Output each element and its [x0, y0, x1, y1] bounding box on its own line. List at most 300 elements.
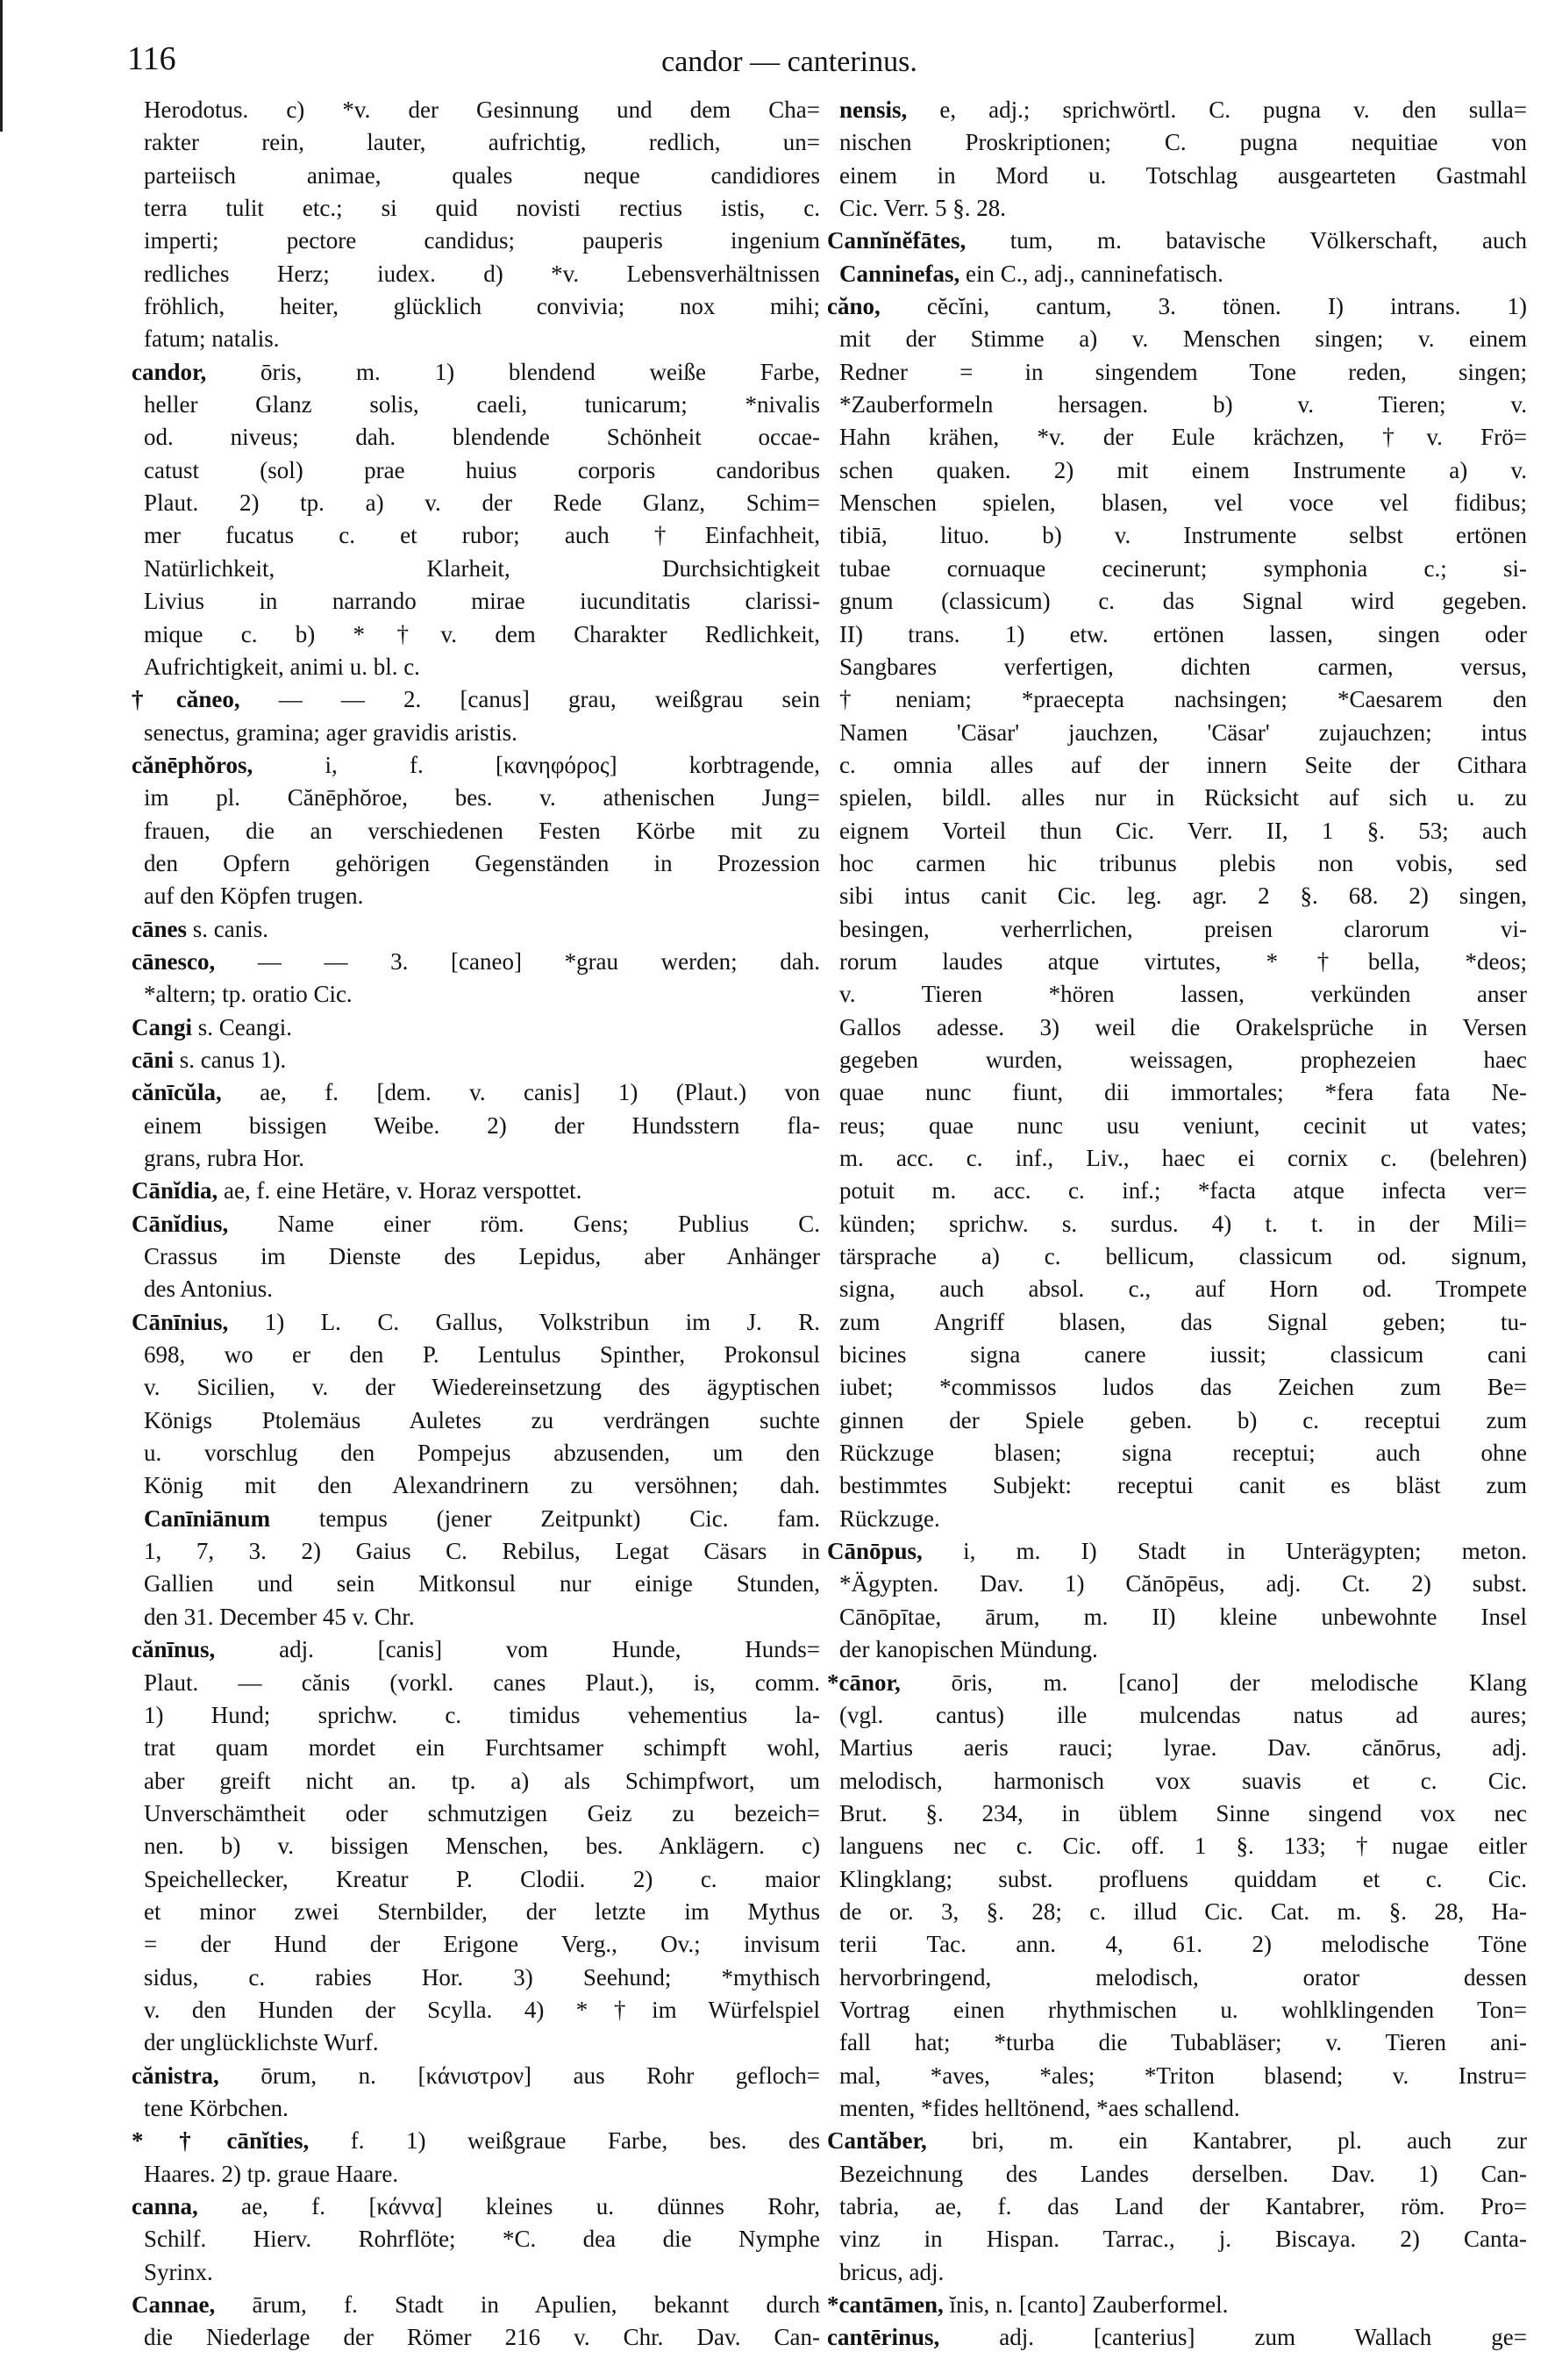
entry-text: f. 1) weißgraue Farbe, bes. des: [309, 2127, 820, 2155]
dictionary-text-line: [827, 1469, 1527, 1502]
dictionary-text-line: [132, 1503, 820, 1535]
dictionary-text-line: [827, 389, 1527, 421]
entry-text: terii Tac. ann. 4, 61. 2) melodische Töne: [839, 1931, 1527, 1958]
entry-text: Syrinx.: [144, 2258, 213, 2285]
entry-text: menten, *fides helltönend, *aes schallend.: [839, 2094, 1240, 2121]
dictionary-text-line: [132, 1110, 820, 1142]
dictionary-text-line: [827, 1994, 1527, 2026]
entry-text: *Ägypten. Dav. 1) Cănōpēus, adj. Ct. 2) subst.: [839, 1570, 1527, 1597]
dictionary-text-line: [827, 913, 1527, 946]
entry-text: ae, f. eine Hetäre, v. Horaz verspottet.: [218, 1177, 582, 1204]
entry-text: — — 3. [caneo] *grau werden; dah.: [215, 947, 820, 975]
dictionary-text-line: [132, 1928, 820, 1961]
headword: cantērinus,: [827, 2324, 940, 2351]
dictionary-entry-start-line: [827, 2125, 1527, 2157]
entry-text: senectus, gramina; ager gravidis aristis.: [144, 718, 517, 746]
entry-text: Martius aeris rauci; lyrae. Dav. cănōrus, adj.: [839, 1734, 1527, 1762]
headword: cāni: [132, 1046, 175, 1073]
dictionary-text-line: [132, 1994, 820, 2026]
headword: cănistra,: [132, 2062, 219, 2089]
entry-text: tabria, ae, f. das Land der Kantabrer, röm. Pro=: [839, 2193, 1527, 2219]
entry-text: s. Ceangi.: [192, 1013, 293, 1040]
headword: Cānĭdius,: [132, 1210, 229, 1237]
headword: Cangi: [132, 1013, 193, 1040]
dictionary-entry-start-line: [132, 683, 820, 716]
entry-text: et minor zwei Sternbilder, der letzte im Mythus: [144, 1898, 820, 1925]
entry-text: ein C., adj., canninefatisch.: [959, 260, 1223, 287]
entry-text: s. canus 1).: [174, 1046, 287, 1073]
dictionary-text-line: [132, 323, 820, 355]
dictionary-text-line: [827, 192, 1527, 225]
dictionary-text-line: [827, 1240, 1527, 1273]
dictionary-text-line: [827, 1371, 1527, 1404]
entry-text: Brut. §. 234, in üblem Sinne singend vox nec: [839, 1799, 1527, 1826]
entry-text: II) trans. 1) etw. ertönen lassen, singen oder: [839, 620, 1527, 647]
dictionary-entry-start-line: [827, 290, 1527, 323]
headword: Cānōpus,: [827, 1538, 923, 1565]
entry-text: den Opfern gehörigen Gegenständen in Prozession: [144, 849, 820, 876]
entry-text: den 31. December 45 v. Chr.: [144, 1603, 415, 1630]
entry-text: tempus (jener Zeitpunkt) Cic. fam.: [270, 1504, 820, 1532]
headword: †căneo,: [132, 686, 240, 713]
dictionary-text-line: [132, 519, 820, 552]
dictionary-entry-start-line: [827, 2289, 1527, 2321]
dictionary-text-line: [827, 1962, 1527, 1994]
entry-text: bicines signa canere iussit; classicum cani: [839, 1341, 1527, 1369]
dictionary-text-line: [132, 2026, 820, 2059]
dictionary-text-line: [132, 1371, 820, 1404]
headword: Cannae,: [132, 2291, 216, 2319]
dictionary-text-line: [827, 1142, 1527, 1175]
entry-text: Gallien und sein Mitkonsul nur einige Stunden,: [144, 1570, 820, 1597]
entry-text: Unverschämtheit oder schmutzigen Geiz zu bezeich=: [144, 1799, 820, 1826]
dictionary-text-line: [827, 1896, 1527, 1928]
entry-text: v. den Hunden der Scylla. 4) *†im Würfelspiel: [144, 1996, 820, 2023]
dictionary-text-line: [827, 258, 1527, 290]
entry-text: = der Hund der Erigone Verg., Ov.; invisum: [144, 1931, 820, 1958]
dictionary-entry-start-line: [827, 2321, 1527, 2354]
entry-text: de or. 3, §. 28; c. illud Cic. Cat. m. §. 28, Ha-: [839, 1898, 1527, 1925]
entry-text: potuit m. acc. c. inf.; *facta atque infecta ver=: [839, 1177, 1527, 1204]
dictionary-text-line: [827, 1503, 1527, 1535]
dictionary-entry-start-line: [132, 1208, 820, 1240]
dictionary-text-line: [827, 356, 1527, 389]
entry-text: schen quaken. 2) mit einem Instrumente a) v.: [839, 456, 1527, 483]
entry-text: hervorbringend, melodisch, orator dessen: [839, 1963, 1527, 1990]
entry-text: ōris, m. 1) blendend weiße Farbe,: [206, 358, 820, 385]
entry-text: König mit den Alexandrinern zu versöhnen; dah.: [144, 1472, 820, 1499]
entry-text: nischen Proskriptionen; C. pugna nequitiae von: [839, 129, 1527, 156]
entry-text: Cānōpītae, ārum, m. II) kleine unbewohnte Insel: [839, 1603, 1527, 1630]
dictionary-text-line: [132, 2092, 820, 2125]
dictionary-entry-start-line: [827, 225, 1527, 257]
entry-text: ĭnis, n. [canto] Zauberformel.: [943, 2291, 1229, 2319]
entry-text: terra tulit etc.; si quid novisti rectius istis, c.: [144, 195, 820, 222]
dictionary-text-line: [132, 454, 820, 487]
dictionary-text-line: [827, 94, 1527, 126]
entry-text: mique c. b) *†v. dem Charakter Redlichkeit,: [144, 620, 820, 647]
entry-text: sibi intus canit Cic. leg. agr. 2 §. 68. 2) singen,: [839, 883, 1527, 910]
dictionary-text-line: [132, 1830, 820, 1862]
entry-text: heller Glanz solis, caeli, tunicarum; *nivalis: [144, 391, 820, 418]
dictionary-text-line: [827, 815, 1527, 847]
dictionary-text-line: [827, 2256, 1527, 2289]
entry-text: grans, rubra Hor.: [144, 1145, 304, 1171]
dictionary-text-line: [827, 553, 1527, 585]
dictionary-entry-start-line: [827, 1535, 1527, 1568]
dictionary-entry-start-line: [132, 749, 820, 782]
entry-text: nen. b) v. bissigen Menschen, bes. Anklägern. c): [144, 1833, 820, 1860]
headword: Canninefas,: [839, 260, 960, 287]
dictionary-text-line: [827, 978, 1527, 1011]
entry-text: c. omnia alles auf der innern Seite der Cithara: [839, 751, 1527, 778]
entry-text: mal, *aves, *ales; *Triton blasend; v. Instru=: [839, 2062, 1527, 2089]
entry-text: Gallos adesse. 3) weil die Orakelsprüche in Versen: [839, 1013, 1527, 1040]
entry-text: besingen, verherrlichen, preisen clarorum vi-: [839, 915, 1527, 942]
dictionary-text-line: [132, 160, 820, 192]
entry-text: eignem Vorteil thun Cic. Verr. II, 1 §. 53; auch: [839, 817, 1527, 844]
entry-text: Speichellecker, Kreatur P. Clodii. 2) c. maior: [144, 1865, 820, 1892]
dictionary-text-line: [827, 454, 1527, 487]
entry-text: ōris, m. [cano] der melodische Klang: [900, 1669, 1527, 1696]
entry-text: (vgl. cantus) ille mulcendas natus ad aures;: [839, 1701, 1527, 1728]
entry-text: gnum (classicum) c. das Signal wird gegeben.: [839, 588, 1527, 615]
dictionary-text-line: [827, 2191, 1527, 2223]
entry-text: signa, auch absol. c., auf Horn od. Trompete: [839, 1276, 1527, 1303]
dictionary-text-line: [132, 782, 820, 814]
entry-text: — — 2. [canus] grau, weißgrau sein: [239, 686, 820, 713]
entry-text: 1) Hund; sprichw. c. timidus vehementius la-: [144, 1701, 820, 1728]
entry-text: tibiā, lituo. b) v. Instrumente selbst ertönen: [839, 522, 1527, 549]
dictionary-text-line: [827, 618, 1527, 651]
entry-text: adj. [canterius] zum Wallach ge=: [939, 2324, 1527, 2351]
entry-text: des Antonius.: [144, 1276, 274, 1303]
dictionary-text-line: [827, 1339, 1527, 1371]
dictionary-text-line: [827, 1699, 1527, 1732]
dictionary-text-line: [132, 126, 820, 159]
entry-text: melodisch, harmonisch vox suavis et c. Cic.: [839, 1767, 1527, 1794]
dictionary-text-line: [827, 323, 1527, 355]
dictionary-text-line: [827, 847, 1527, 880]
dictionary-text-line: [827, 683, 1527, 716]
dictionary-text-line: [132, 651, 820, 683]
headword: *cantāmen,: [827, 2291, 944, 2319]
entry-text: redliches Herz; iudex. d) *v. Lebensverhältnissen: [144, 260, 820, 287]
entry-text: Aufrichtigkeit, animi u. bl. c.: [144, 653, 420, 680]
entry-text: Haares. 2) tp. graue Haare.: [144, 2160, 399, 2187]
entry-text: einem in Mord u. Totschlag ausgearteten Gastmahl: [839, 161, 1527, 189]
dictionary-entry-start-line: [132, 2125, 820, 2157]
dictionary-text-line: [132, 1437, 820, 1469]
right-column: [827, 94, 1527, 2355]
entry-text: trat quam mordet ein Furchtsamer schimpft wohl,: [144, 1734, 820, 1762]
dictionary-text-line: [827, 1404, 1527, 1437]
entry-text: *altern; tp. oratio Cic.: [144, 981, 353, 1008]
entry-text: Menschen spielen, blasen, vel voce vel fidibus;: [839, 490, 1527, 517]
entry-text: frauen, die an verschiedenen Festen Körbe mit zu: [144, 817, 820, 844]
dictionary-text-line: [827, 749, 1527, 782]
entry-text: i, f. [κανηφόρος] korbtragende,: [253, 751, 820, 778]
dictionary-text-line: [827, 421, 1527, 454]
entry-text: languens nec c. Cic. off. 1 §. 133; †nugae eitler: [839, 1833, 1527, 1860]
entry-text: vinz in Hispan. Tarrac., j. Biscaya. 2) Canta-: [839, 2226, 1527, 2253]
headword: Cantăber,: [827, 2127, 927, 2155]
entry-text: †neniam; *praecepta nachsingen; *Caesarem den: [839, 686, 1527, 713]
dictionary-text-line: [827, 1208, 1527, 1240]
entry-text: parteiisch animae, quales neque candidiores: [144, 161, 820, 189]
entry-text: spielen, bildl. alles nur in Rücksicht auf sich u. zu: [839, 784, 1527, 811]
entry-text: tene Körbchen.: [144, 2094, 289, 2121]
headword: cānesco,: [132, 947, 216, 975]
entry-text: Cic. Verr. 5 §. 28.: [839, 195, 1006, 222]
entry-text: fröhlich, heiter, glücklich convivia; nox mihi;: [144, 293, 820, 320]
dictionary-text-line: [827, 717, 1527, 749]
dictionary-text-line: [132, 389, 820, 421]
dictionary-text-line: [827, 2223, 1527, 2255]
dictionary-text-line: [827, 1110, 1527, 1142]
dictionary-text-line: [132, 847, 820, 880]
dictionary-text-line: [827, 1044, 1527, 1076]
entry-text: rorum laudes atque virtutes, *†bella, *deos;: [839, 947, 1527, 975]
dictionary-text-line: [132, 1765, 820, 1798]
entry-text: Bezeichnung des Landes derselben. Dav. 1) Can-: [839, 2160, 1527, 2187]
dictionary-text-line: [827, 1601, 1527, 1633]
entry-text: 1) L. C. Gallus, Volkstribun im J. R.: [228, 1308, 820, 1335]
dictionary-text-line: [132, 1962, 820, 1994]
entry-text: u. vorschlug den Pompejus abzusenden, um den: [144, 1440, 820, 1467]
entry-text: Natürlichkeit, Klarheit, Durchsichtigkeit: [144, 554, 820, 582]
entry-text: Schilf. Hierv. Rohrflöte; *C. dea die Nymphe: [144, 2226, 820, 2253]
entry-text: catust (sol) prae huius corporis candoribus: [144, 456, 820, 483]
headword: canna,: [132, 2193, 198, 2219]
entry-text: ārum, f. Stadt in Apulien, bekannt durch: [215, 2291, 820, 2319]
entry-text: aber greift nicht an. tp. a) als Schimpfwort, um: [144, 1767, 820, 1794]
dictionary-text-line: [132, 1339, 820, 1371]
dictionary-text-line: [827, 126, 1527, 159]
entry-text: Redner = in singendem Tone reden, singen;: [839, 358, 1527, 385]
dictionary-text-line: [827, 2158, 1527, 2191]
entry-text: Crassus im Dienste des Lepidus, aber Anhänger: [144, 1243, 820, 1270]
entry-text: Vortrag einen rhythmischen u. wohlklingenden Ton=: [839, 1996, 1527, 2023]
dictionary-text-line: [827, 1798, 1527, 1830]
dictionary-text-line: [132, 2223, 820, 2255]
headword: cănēphŏros,: [132, 751, 253, 778]
dictionary-text-line: [132, 880, 820, 912]
entry-text: ae, f. [dem. v. canis] 1) (Plaut.) von: [221, 1079, 820, 1106]
entry-text: hoc carmen hic tribunus plebis non vobis, sed: [839, 849, 1527, 876]
headword: cānes: [132, 915, 187, 942]
entry-text: tubae cornuaque cecinerunt; symphonia c.; si-: [839, 554, 1527, 582]
entry-text: Rückzuge blasen; signa receptui; auch ohne: [839, 1440, 1527, 1467]
entry-text: tum, m. batavische Völkerschaft, auch: [966, 227, 1527, 254]
dictionary-text-line: [827, 946, 1527, 978]
dictionary-text-line: [132, 1699, 820, 1732]
dictionary-text-line: [132, 978, 820, 1011]
dictionary-text-line: [132, 1863, 820, 1896]
entry-text: Plaut. — cănis (vorkl. canes Plaut.), is, comm.: [144, 1669, 820, 1696]
dictionary-text-line: [132, 585, 820, 618]
entry-text: bricus, adj.: [839, 2258, 945, 2285]
dictionary-text-line: [132, 1732, 820, 1764]
headword: Cānĭdia,: [132, 1177, 218, 1204]
entry-text: reus; quae nunc usu veniunt, cecinit ut vates;: [839, 1111, 1527, 1139]
entry-text: bestimmtes Subjekt: receptui canit es bläst zum: [839, 1472, 1527, 1499]
dictionary-text-line: [132, 2256, 820, 2289]
dictionary-text-line: [132, 1273, 820, 1305]
entry-text: gegeben wurden, weissagen, prophezeien haec: [839, 1046, 1527, 1073]
entry-text: ōrum, n. [κάνιστρον] aus Rohr gefloch=: [218, 2062, 820, 2089]
entry-text: sidus, c. rabies Hor. 3) Seehund; *mythisch: [144, 1963, 820, 1990]
dictionary-entry-start-line: [132, 1306, 820, 1339]
headword: *cānor,: [827, 1669, 901, 1696]
dictionary-text-line: [827, 487, 1527, 519]
dictionary-entry-start-line: [132, 1633, 820, 1666]
left-column: [132, 94, 820, 2355]
headword: candor,: [132, 358, 207, 385]
dictionary-text-line: [132, 290, 820, 323]
dictionary-entry-start-line: [132, 1044, 820, 1076]
dictionary-text-line: [827, 1437, 1527, 1469]
entry-text: Name einer röm. Gens; Publius C.: [228, 1210, 820, 1237]
entry-text: v. Tieren *hören lassen, verkünden anser: [839, 981, 1527, 1008]
dictionary-entry-start-line: [132, 913, 820, 946]
dictionary-text-line: [132, 1667, 820, 1699]
entry-text: iubet; *commissos ludos das Zeichen zum Be=: [839, 1374, 1527, 1401]
dictionary-text-line: [827, 519, 1527, 552]
entry-text: s. canis.: [187, 915, 268, 942]
entry-text: rakter rein, lauter, aufrichtig, redlich, un=: [144, 129, 820, 156]
dictionary-text-line: [827, 1175, 1527, 1207]
dictionary-text-line: [132, 2321, 820, 2354]
entry-text: der unglücklichste Wurf.: [144, 2029, 379, 2056]
headword: Canīniānum: [144, 1504, 271, 1532]
entry-text: mit der Stimme a) v. Menschen singen; v. einem: [839, 325, 1527, 353]
dictionary-text-line: [827, 782, 1527, 814]
dictionary-text-line: [132, 618, 820, 651]
dictionary-text-line: [827, 160, 1527, 192]
entry-text: fall hat; *turba die Tubabläser; v. Tieren ani-: [839, 2029, 1527, 2056]
dictionary-text-line: [132, 94, 820, 126]
entry-text: auf den Köpfen trugen.: [144, 883, 364, 910]
dictionary-text-line: [827, 880, 1527, 912]
dictionary-entry-start-line: [132, 2060, 820, 2092]
entry-text: bri, m. ein Kantabrer, pl. auch zur: [926, 2127, 1527, 2155]
dictionary-text-line: [827, 1306, 1527, 1339]
dictionary-text-line: [827, 1568, 1527, 1600]
headword: Cannĭnĕfātes,: [827, 227, 967, 254]
dictionary-text-line: [132, 1568, 820, 1600]
headword: căno,: [827, 293, 881, 320]
entry-text: zum Angriff blasen, das Signal geben; tu-: [839, 1308, 1527, 1335]
dictionary-text-line: [132, 421, 820, 454]
dictionary-entry-start-line: [827, 1667, 1527, 1699]
entry-text: ae, f. [κάννα] kleines u. dünnes Rohr,: [197, 2193, 820, 2219]
entry-text: Rückzuge.: [839, 1504, 940, 1532]
entry-text: einem bissigen Weibe. 2) der Hundsstern fla-: [144, 1111, 820, 1139]
dictionary-text-line: [132, 1896, 820, 1928]
dictionary-text-line: [827, 1633, 1527, 1666]
headword: Cānīnius,: [132, 1308, 229, 1335]
entry-text: die Niederlage der Römer 216 v. Chr. Dav. Can-: [144, 2324, 820, 2351]
dictionary-text-line: [827, 651, 1527, 683]
entry-text: Namen 'Cäsar' jauchzen, 'Cäsar' zujauchzen; intus: [839, 718, 1527, 746]
entry-text: v. Sicilien, v. der Wiedereinsetzung des ägyptischen: [144, 1374, 820, 1401]
dictionary-text-line: [132, 1601, 820, 1633]
dictionary-entry-start-line: [132, 1011, 820, 1044]
entry-text: Königs Ptolemäus Auletes zu verdrängen suchte: [144, 1406, 820, 1433]
dictionary-text-line: [132, 1240, 820, 1273]
entry-text: 1, 7, 3. 2) Gaius C. Rebilus, Legat Cäsars in: [144, 1538, 820, 1565]
headword: cănīcŭla,: [132, 1079, 222, 1106]
running-title: candor — canterinus.: [661, 46, 917, 78]
entry-text: Plaut. 2) tp. a) v. der Rede Glanz, Schim=: [144, 490, 820, 517]
entry-text: Herodotus. c) *v. der Gesinnung und dem Cha=: [144, 96, 820, 123]
entry-text: quae nunc fiunt, dii immortales; *fera fata Ne-: [839, 1079, 1527, 1106]
dictionary-text-line: [827, 1863, 1527, 1896]
dictionary-text-line: [132, 225, 820, 257]
headword: cănīnus,: [132, 1636, 216, 1663]
dictionary-text-line: [827, 1011, 1527, 1044]
dictionary-text-line: [132, 1469, 820, 1502]
entry-text: m. acc. c. inf., Liv., haec ei cornix c. (belehren): [839, 1145, 1527, 1171]
headword: *†cānĭties,: [132, 2127, 310, 2155]
dictionary-text-line: [132, 815, 820, 847]
dictionary-entry-start-line: [132, 1076, 820, 1109]
dictionary-text-line: [827, 1830, 1527, 1862]
entry-text: adj. [canis] vom Hunde, Hunds=: [215, 1636, 820, 1663]
dictionary-text-line: [132, 2158, 820, 2191]
dictionary-text-line: [132, 553, 820, 585]
dictionary-text-line: [827, 2026, 1527, 2059]
entry-text: Klingklang; subst. profluens quiddam et c. Cic.: [839, 1865, 1527, 1892]
dictionary-entry-start-line: [132, 2191, 820, 2223]
dictionary-text-line: [132, 258, 820, 290]
entry-text: ginnen der Spiele geben. b) c. receptui zum: [839, 1406, 1527, 1433]
entry-text: od. niveus; dah. blendende Schönheit occae-: [144, 424, 820, 451]
dictionary-entry-start-line: [132, 946, 820, 978]
entry-text: Hahn krähen, *v. der Eule krächzen, †v. Frö=: [839, 424, 1527, 451]
dictionary-entry-start-line: [132, 2289, 820, 2321]
dictionary-entry-start-line: [132, 356, 820, 389]
dictionary-text-line: [827, 1076, 1527, 1109]
entry-text: cĕcĭni, cantum, 3. tönen. I) intrans. 1): [880, 293, 1527, 320]
entry-text: tärsprache a) c. bellicum, classicum od. signum,: [839, 1243, 1527, 1270]
scan-edge-line: [0, 0, 3, 132]
entry-text: e, adj.; sprichwörtl. C. pugna v. den sulla=: [907, 96, 1527, 123]
dictionary-text-line: [827, 1732, 1527, 1764]
dictionary-text-line: [827, 585, 1527, 618]
entry-text: 698, wo er den P. Lentulus Spinther, Prokonsul: [144, 1341, 820, 1369]
dictionary-text-line: [827, 1928, 1527, 1961]
entry-text: der kanopischen Mündung.: [839, 1636, 1098, 1663]
dictionary-text-line: [132, 1798, 820, 1830]
dictionary-text-line: [827, 2092, 1527, 2125]
entry-text: i, m. I) Stadt in Unterägypten; meton.: [922, 1538, 1527, 1565]
entry-text: im pl. Cănēphŏroe, bes. v. athenischen Jung=: [144, 784, 820, 811]
entry-text: Livius in narrando mirae iucunditatis clarissi-: [144, 588, 820, 615]
page-number: 116: [127, 40, 176, 77]
entry-text: Sangbares verfertigen, dichten carmen, versus,: [839, 653, 1527, 680]
entry-text: mer fucatus c. et rubor; auch †Einfachheit,: [144, 522, 820, 549]
entry-text: künden; sprichw. s. surdus. 4) t. t. in der Mili=: [839, 1210, 1527, 1237]
entry-text: *Zauberformeln hersagen. b) v. Tieren; v.: [839, 391, 1527, 418]
dictionary-text-line: [132, 1142, 820, 1175]
dictionary-text-line: [132, 1404, 820, 1437]
dictionary-text-line: [827, 1765, 1527, 1798]
entry-text: fatum; natalis.: [144, 325, 280, 353]
dictionary-text-line: [827, 1273, 1527, 1305]
headword: nensis,: [839, 96, 908, 123]
